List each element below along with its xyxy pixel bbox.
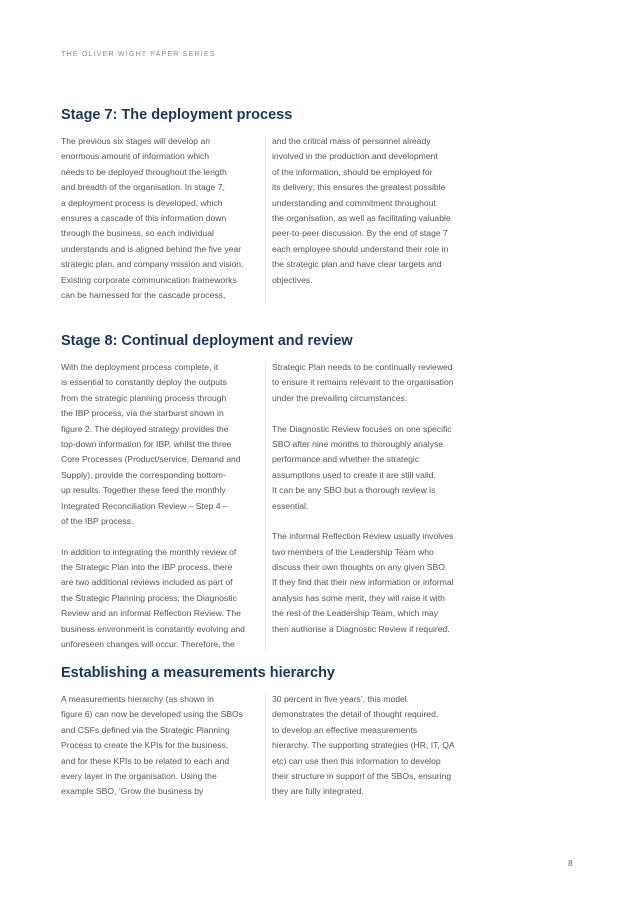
text-line: If they find that their new information or informal xyxy=(272,577,454,588)
section-measurements-hierarchy xyxy=(61,664,581,797)
text-line: SBO after nine months to thoroughly analyse xyxy=(272,438,444,449)
text-line: and CSFs defined via the Strategic Planning xyxy=(61,724,230,735)
text-line: objectives. xyxy=(272,274,313,285)
text-line: hierarchy. The supporting strategies (HR, IT, QA xyxy=(272,740,455,751)
paragraph-gap xyxy=(272,514,477,529)
text-line: With the deployment process complete, it xyxy=(61,362,219,372)
text-line: peer-to-peer discussion. By the end of stage 7 xyxy=(272,228,448,239)
text-line: each employee should understand their role in xyxy=(272,243,449,254)
text-line: the IBP process, via the starburst shown in xyxy=(61,408,224,419)
text-line: the Strategic Plan into the IBP process, there xyxy=(61,562,233,573)
left-column xyxy=(61,134,266,303)
section-heading: Stage 8: Continual deployment and review xyxy=(61,333,353,349)
text-line: Supply), provide the corresponding bottom- xyxy=(61,469,226,480)
text-line: top-down information for IBP, whilst the three xyxy=(61,438,232,449)
right-column xyxy=(272,360,477,637)
text-line: are two additional reviews included as part of xyxy=(61,577,233,588)
text-line: and the critical mass of personnel already xyxy=(272,136,431,146)
text-line: example SBO, ‘Grow the business by xyxy=(61,786,204,797)
text-line: strategic plan, and company mission and vision. xyxy=(61,259,244,270)
text-line: through the business, so each individual xyxy=(61,228,214,239)
text-line: every layer in the organisation. Using the xyxy=(61,770,217,781)
text-line: The previous six stages will develop an xyxy=(61,136,211,146)
text-line: the organisation, as well as facilitating valuable xyxy=(272,212,451,223)
text-line: business environment is constantly evolving and xyxy=(61,623,245,634)
text-line: needs to be deployed throughout the length xyxy=(61,166,227,177)
text-line: understanding and commitment throughout xyxy=(272,197,436,208)
left-column xyxy=(61,360,266,652)
text-line: etc) can use then this information to develop xyxy=(272,755,441,766)
text-line: discuss their own thoughts on any given SBO. xyxy=(272,562,448,573)
text-line: then authorise a Diagnostic Review if required. xyxy=(272,623,450,634)
text-line: understands and is aligned behind the five year xyxy=(61,243,242,254)
text-line: Existing corporate communication frameworks xyxy=(61,274,237,285)
text-line: figure 6) can now be developed using the SBOs xyxy=(61,709,244,720)
text-line: involved in the production and development xyxy=(272,151,438,162)
text-line: 30 percent in five years’, this model xyxy=(272,694,407,704)
column-divider xyxy=(265,694,266,800)
text-line: and breadth of the organisation. In stage 7, xyxy=(61,182,225,193)
column-divider xyxy=(265,136,266,304)
text-line: is essential to constantly deploy the outputs xyxy=(61,377,227,388)
text-line: and for these KPIs to be related to each and xyxy=(61,755,230,766)
text-line: Strategic Plan needs to be continually reviewed xyxy=(272,362,453,372)
text-line: Review and an informal Reflection Review. The xyxy=(61,608,241,619)
text-line: The informal Reflection Review usually involves xyxy=(272,531,454,542)
paragraph-gap xyxy=(61,529,266,544)
section-heading: Stage 7: The deployment process xyxy=(61,107,293,123)
text-line: the Strategic Planning process; the Diagnostic xyxy=(61,592,237,603)
right-column xyxy=(272,692,477,800)
text-line: In addition to integrating the monthly review of xyxy=(61,546,237,557)
text-line: performance and whether the strategic xyxy=(272,454,420,465)
text-line: a deployment process is developed, which xyxy=(61,197,223,208)
text-line: to develop an effective measurements xyxy=(272,724,418,735)
text-line: Integrated Reconciliation Review – Step 4 – xyxy=(61,500,228,511)
text-line: to ensure it remains relevant to the organisation xyxy=(272,377,454,388)
text-line: essential. xyxy=(272,500,309,511)
column-divider xyxy=(265,362,266,650)
text-line: the strategic plan and have clear targets and xyxy=(272,259,442,270)
text-line: under the prevailing circumstances. xyxy=(272,392,408,403)
right-column xyxy=(272,134,477,288)
text-line: enormous amount of information which xyxy=(61,151,210,162)
text-line: two members of the Leadership Team who xyxy=(272,546,434,557)
text-line: It can be any SBO but a thorough review is xyxy=(272,485,436,496)
text-line: Process to create the KPIs for the business, xyxy=(61,740,229,751)
text-line: up results. Together these feed the monthly xyxy=(61,485,226,496)
text-line: from the strategic planning process through xyxy=(61,392,227,403)
text-line: their structure in support of the SBOs, ensuring xyxy=(272,770,452,781)
text-line: Core Processes (Product/service, Demand and xyxy=(61,454,241,465)
text-line: of the IBP process. xyxy=(61,515,134,526)
text-line: the rest of the Leadership Team, which may xyxy=(272,608,439,619)
text-line: demonstrates the detail of thought required, xyxy=(272,709,439,720)
text-line: analysis has some merit, they will raise it with xyxy=(272,592,445,603)
text-line: of the information, should be employed for xyxy=(272,166,433,177)
text-line: they are fully integrated. xyxy=(272,786,364,797)
left-column xyxy=(61,692,266,800)
section-stage-8 xyxy=(61,332,581,650)
page-number: 8 xyxy=(568,858,573,868)
text-line: A measurements hierarchy (as shown in xyxy=(61,694,214,704)
series-title: THE OLIVER WIGHT PAPER SERIES xyxy=(61,49,216,58)
section-stage-7 xyxy=(61,106,581,300)
text-line: ensures a cascade of this information down xyxy=(61,212,227,223)
text-line: The Diagnostic Review focuses on one specific xyxy=(272,423,452,434)
text-line: assumptions used to create it are still valid. xyxy=(272,469,436,480)
paragraph-gap xyxy=(272,406,477,421)
text-line: unforeseen changes will occur. Therefore, the xyxy=(61,639,235,650)
section-heading: Establishing a measurements hierarchy xyxy=(61,665,335,681)
text-line: figure 2. The deployed strategy provides the xyxy=(61,423,229,434)
text-line: its delivery; this ensures the greatest possible xyxy=(272,182,446,193)
text-line: can be harnessed for the cascade process, xyxy=(61,289,226,300)
